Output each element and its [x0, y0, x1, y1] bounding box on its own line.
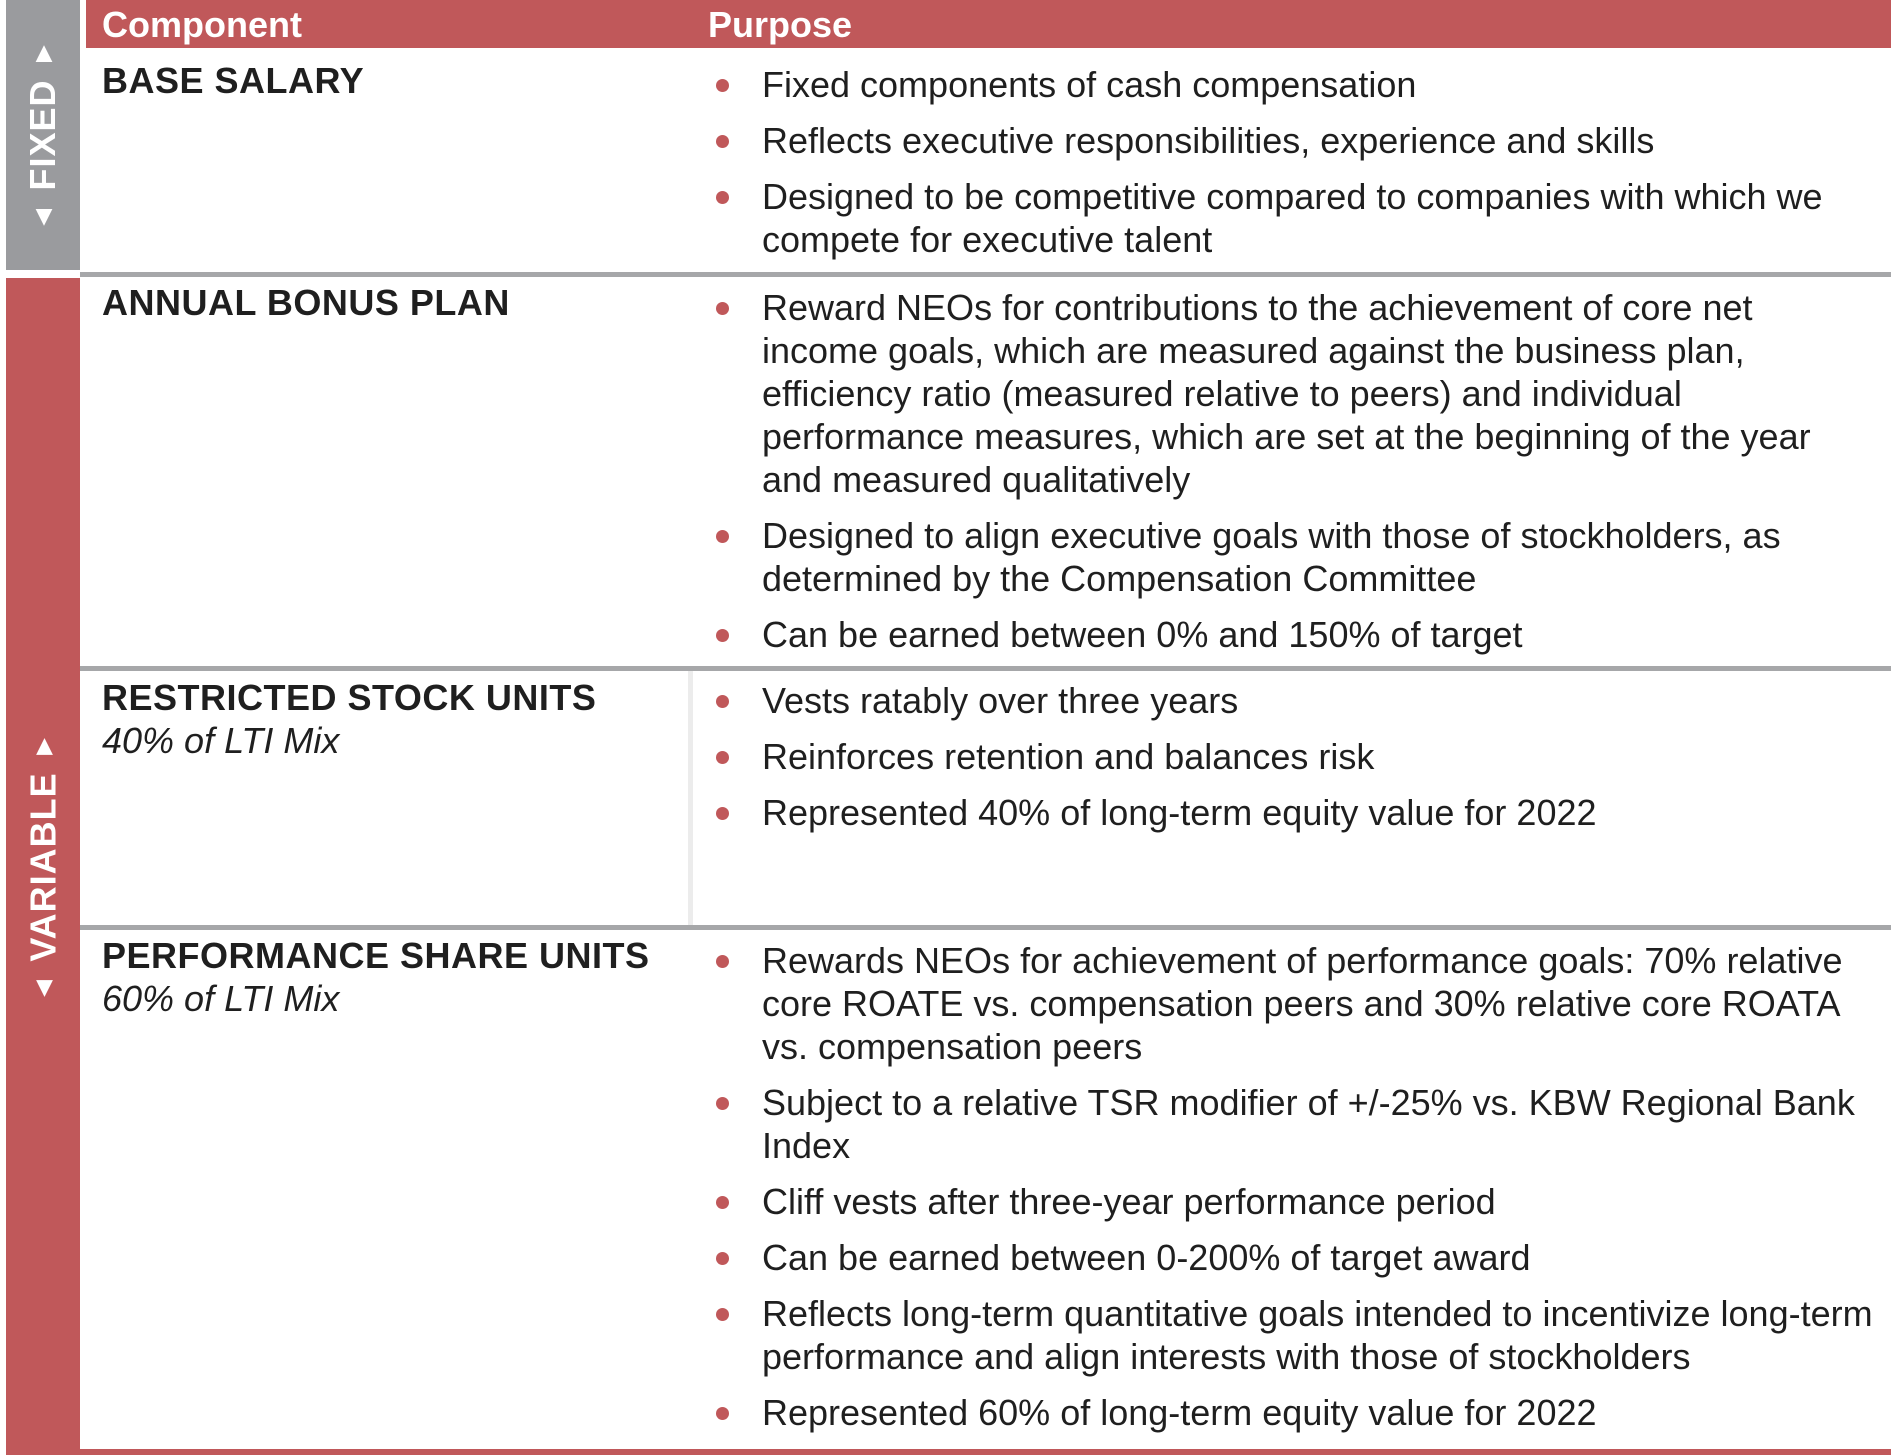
- list-item: Vests ratably over three years: [708, 679, 1878, 722]
- list-item: Cliff vests after three-year performance period: [708, 1180, 1878, 1223]
- component-subtitle: 40% of LTI Mix: [102, 720, 340, 761]
- fixed-side-label: [6, 0, 80, 270]
- list-item: Reflects long-term quantitative goals intended to incentivize long-term performance and align interests with those of stockholders: [708, 1292, 1878, 1378]
- list-item: Reinforces retention and balances risk: [708, 735, 1878, 778]
- component-cell: [102, 282, 682, 324]
- bullet-icon: [716, 751, 729, 764]
- component-cell: [102, 677, 682, 763]
- bullet-icon: [716, 530, 729, 543]
- bullet-icon: [716, 1097, 729, 1110]
- component-title: BASE SALARY: [102, 60, 365, 101]
- bullet-icon: [716, 135, 729, 148]
- table-row-annual-bonus: [86, 282, 1891, 662]
- fixed-label-text: FIXED: [22, 79, 64, 191]
- purpose-list: [708, 63, 1878, 274]
- bullet-icon: [716, 191, 729, 204]
- bullet-icon: [716, 79, 729, 92]
- bullet-icon: [716, 1308, 729, 1321]
- table-row-rsu: [86, 677, 1891, 927]
- component-title: PERFORMANCE SHARE UNITS: [102, 935, 650, 976]
- list-item: Rewards NEOs for achievement of performance goals: 70% relative core ROATE vs. compensation peers and 30% relative core ROATA vs. compensation peers: [708, 939, 1878, 1068]
- list-item: Reflects executive responsibilities, experience and skills: [708, 119, 1878, 162]
- bottom-border: [80, 1449, 1891, 1455]
- bullet-icon: [716, 302, 729, 315]
- table-row-psu: [86, 935, 1891, 1445]
- purpose-list: [708, 679, 1878, 847]
- bullet-icon: [716, 1407, 729, 1420]
- list-item: Represented 40% of long-term equity value for 2022: [708, 791, 1878, 834]
- arrow-right-icon: ►: [27, 731, 58, 760]
- component-title: ANNUAL BONUS PLAN: [102, 282, 510, 323]
- component-subtitle: 60% of LTI Mix: [102, 978, 340, 1019]
- arrow-left-icon: ◄: [27, 973, 58, 1002]
- component-cell: [102, 60, 682, 102]
- row-divider: [80, 666, 1891, 671]
- list-item: Designed to be competitive compared to companies with which we compete for executive talent: [708, 175, 1878, 261]
- row-divider: [80, 272, 1891, 277]
- list-item: Can be earned between 0-200% of target award: [708, 1236, 1878, 1279]
- list-item: Fixed components of cash compensation: [708, 63, 1878, 106]
- bullet-icon: [716, 807, 729, 820]
- arrow-left-icon: ◄: [27, 202, 59, 232]
- bullet-icon: [716, 955, 729, 968]
- arrow-right-icon: ►: [27, 38, 59, 68]
- header-purpose: Purpose: [708, 4, 853, 45]
- bullet-icon: [716, 1252, 729, 1265]
- table-header: [86, 0, 1891, 48]
- purpose-list: [708, 286, 1878, 669]
- header-component: Component: [102, 4, 302, 45]
- component-cell: [102, 935, 682, 1021]
- variable-side-label: [6, 278, 80, 1455]
- list-item: Represented 60% of long-term equity value for 2022: [708, 1391, 1878, 1434]
- bullet-icon: [716, 629, 729, 642]
- list-item: Designed to align executive goals with those of stockholders, as determined by the Compensation Committee: [708, 514, 1878, 600]
- bullet-icon: [716, 1196, 729, 1209]
- component-title: RESTRICTED STOCK UNITS: [102, 677, 597, 718]
- list-item: Can be earned between 0% and 150% of target: [708, 613, 1878, 656]
- table-row-base-salary: [86, 60, 1891, 270]
- bullet-icon: [716, 695, 729, 708]
- row-divider: [80, 925, 1891, 930]
- variable-label-text: VARIABLE: [22, 771, 63, 962]
- list-item: Subject to a relative TSR modifier of +/-25% vs. KBW Regional Bank Index: [708, 1081, 1878, 1167]
- list-item: Reward NEOs for contributions to the achievement of core net income goals, which are measured against the business plan, efficiency ratio (measured relative to peers) and individual performance measures, which are set at the beginning of the year and measured qualitatively: [708, 286, 1878, 501]
- purpose-list: [708, 939, 1878, 1447]
